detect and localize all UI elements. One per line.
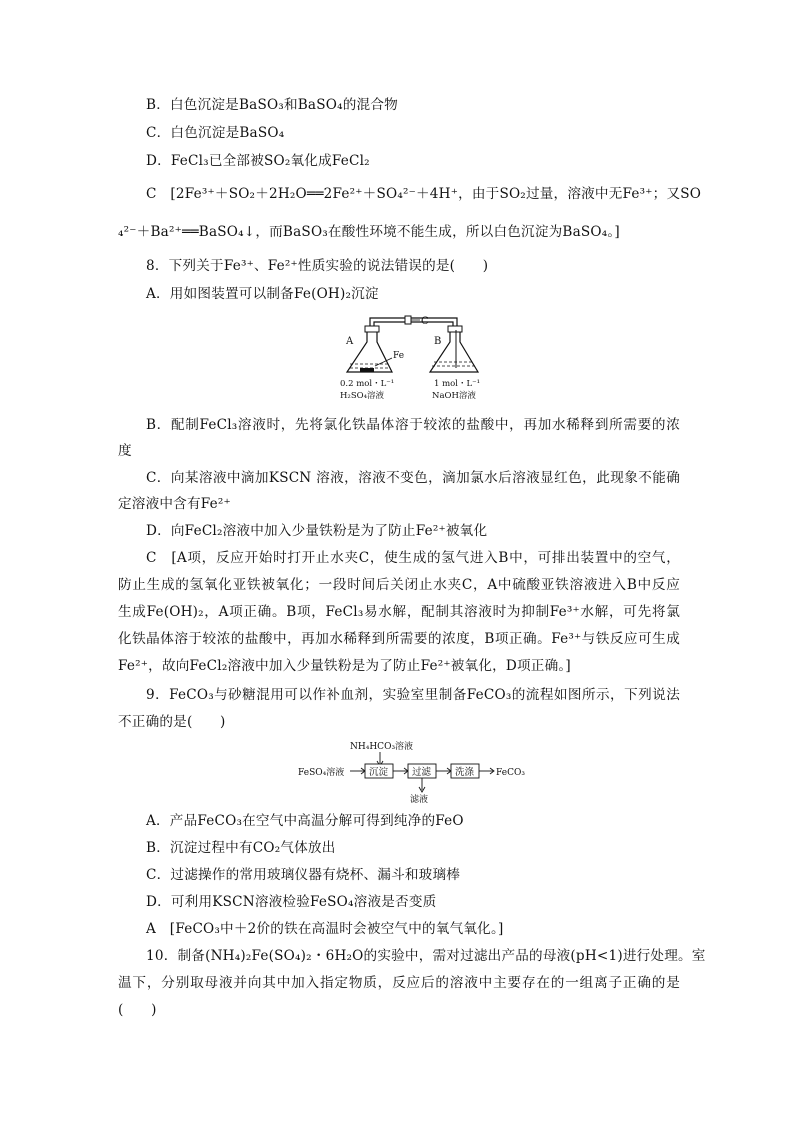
q8-answer-line-4: 化铁晶体溶于较浓的盐酸中，再加水稀释到所需要的浓度，B项正确。Fe³⁺与铁反应可生成	[118, 631, 680, 647]
q9-stem-line-2: 不正确的是( )	[118, 714, 226, 730]
q10-stem-line-1: 10．制备(NH₄)₂Fe(SO₄)₂・6H₂O的实验中，需对过滤出产品的母液(pH<1)进行处理。室	[146, 948, 706, 964]
q8-answer-line-2: 防止生成的氢氧化亚铁被氧化；一段时间后关闭止水夹C，A中硫酸亚铁溶液进入B中反应	[118, 577, 680, 593]
q8-option-b-line-1: B．配制FeCl₃溶液时，先将氯化铁晶体溶于较浓的盐酸中，再加水稀释到所需要的浓	[146, 417, 680, 433]
right-concentration: 1 mol・L⁻¹	[434, 379, 481, 389]
stopper-a	[365, 326, 379, 332]
q10-stem-line-2: 温下，分别取母液并向其中加入指定物质，反应后的溶液中主要存在的一组离子正确的是	[118, 975, 680, 991]
q7-answer-line-1: C [2Fe³⁺＋SO₂＋2H₂O══2Fe²⁺＋SO₄²⁻＋4H⁺，由于SO₂过量，溶液中无Fe³⁺；又SO	[146, 186, 702, 202]
label-fe: Fe	[393, 351, 405, 361]
clamp-c	[405, 316, 411, 324]
step-wash: 洗涤	[455, 767, 475, 778]
q8-option-b-line-2: 度	[118, 443, 132, 459]
left-concentration: 0.2 mol・L⁻¹	[340, 379, 395, 389]
step-precipitate: 沉淀	[369, 767, 389, 778]
q7-option-c: C．白色沉淀是BaSO₄	[146, 125, 285, 141]
q9-option-d: D．可利用KSCN溶液检验FeSO₄溶液是否变质	[146, 894, 437, 910]
reagent-label: NH₄HCO₃溶液	[350, 742, 414, 752]
q9-option-c: C．过滤操作的常用玻璃仪器有烧杯、漏斗和玻璃棒	[146, 867, 461, 883]
q9-answer: A [FeCO₃中＋2价的铁在高温时会被空气中的氧气氧化。]	[146, 921, 504, 937]
q8-option-c-line-2: 定溶液中含有Fe²⁺	[118, 496, 231, 512]
q8-option-c-line-1: C．向某溶液中滴加KSCN 溶液，溶液不变色，滴加氯水后溶液显红色，此现象不能确	[146, 470, 680, 486]
q8-answer-line-1: C [A项，反应开始时打开止水夹C，使生成的氢气进入B中，可排出装置中的空气，	[146, 550, 680, 566]
q9-option-a: A．产品FeCO₃在空气中高温分解可得到纯净的FeO	[146, 813, 464, 829]
label-b: B	[434, 336, 442, 347]
flowchart-figure	[296, 736, 536, 806]
flask-a	[347, 332, 392, 372]
q9-stem-line-1: 9．FeCO₃与砂糖混用可以作补血剂，实验室里制备FeCO₃的流程如图所示，下列说法	[146, 687, 680, 703]
start-label: FeSO₄溶液	[298, 768, 345, 778]
step-filter: 过滤	[412, 767, 432, 778]
q8-stem: 8．下列关于Fe³⁺、Fe²⁺性质实验的说法错误的是( )	[146, 258, 489, 274]
q8-option-d: D．向FeCl₂溶液中加入少量铁粉是为了防止Fe²⁺被氧化	[146, 523, 488, 539]
apparatus-figure	[330, 310, 500, 405]
q7-option-d: D．FeCl₃已全部被SO₂氧化成FeCl₂	[146, 153, 370, 169]
right-solution: NaOH溶液	[432, 391, 476, 401]
q9-option-b: B．沉淀过程中有CO₂气体放出	[146, 840, 336, 856]
q8-option-a: A．用如图装置可以制备Fe(OH)₂沉淀	[146, 286, 379, 302]
q8-answer-line-5: Fe²⁺，故向FeCl₂溶液中加入少量铁粉是为了防止Fe²⁺被氧化，D项正确。]	[118, 658, 571, 674]
left-solution: H₂SO₄溶液	[340, 391, 385, 401]
stopper-b	[448, 326, 462, 332]
q10-stem-line-3: ( )	[118, 1002, 157, 1018]
q7-option-b: B．白色沉淀是BaSO₃和BaSO₄的混合物	[146, 97, 398, 113]
filtrate-label: 滤液	[410, 795, 429, 805]
iron-chips	[360, 368, 374, 372]
label-c: C	[421, 316, 429, 327]
q7-answer-line-2: ₄²⁻＋Ba²⁺══BaSO₄↓，而BaSO₃在酸性环境不能生成，所以白色沉淀为BaSO₄。]	[118, 224, 620, 240]
q8-answer-line-3: 生成Fe(OH)₂，A项正确。B项，FeCl₃易水解，配制其溶液时为抑制Fe³⁺水解，可先将氯	[118, 604, 680, 620]
product-label: FeCO₃	[496, 768, 525, 778]
label-a: A	[346, 336, 354, 347]
